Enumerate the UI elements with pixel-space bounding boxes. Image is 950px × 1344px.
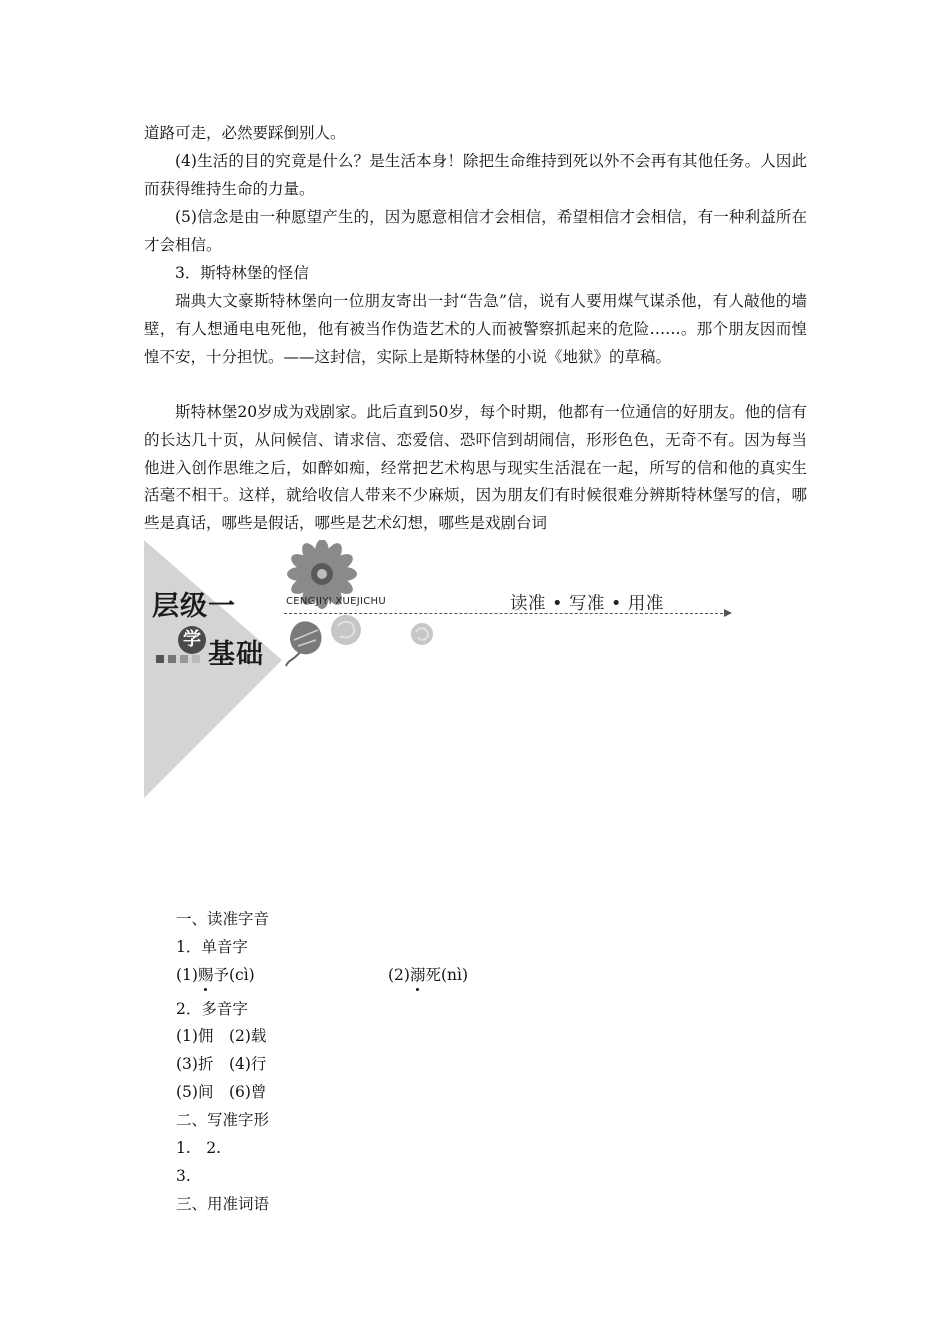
- passage-paragraph-2: (4)生活的目的究竟是什么？是生活本身！除把生命维持到死以外不会再有其他任务。人因此而获得维持生命的力量。: [144, 152, 807, 198]
- item-number: (2): [388, 966, 410, 984]
- passage-paragraph-3: (5)信念是由一种愿望产生的，因为愿意相信才会相信，希望相信才会相信，有一种利益所在才会相信。: [144, 208, 807, 254]
- small-rose-icon: [411, 623, 433, 645]
- writing-items-1-2: 1. 2.: [176, 1139, 222, 1157]
- section-heading-pronunciation: 一、读准字音: [176, 910, 270, 928]
- passage-paragraph-5: 斯特林堡20岁成为戏剧家。此后直到50岁，每个时期，他都有一位通信的好朋友。他的信有的长达几十页，从问候信、请求信、恋爱信、恐吓信到胡闹信，形形色色，无奇不有。因为每当他进入创作思维之后，如醉如痴，经常把艺术构思与现实生活混在一起，所写的信和他的真实生活毫不相干。这样，就给收信人带来不少麻烦，因为朋友们有时候很难分辨斯特林堡写的信，哪些是真话，哪些是假话，哪些是艺术幻想，哪些是戏剧台词: [144, 403, 807, 533]
- exercise-item-1: [176, 964, 255, 986]
- banner-study-badge: 学: [178, 626, 206, 654]
- banner-squares: [156, 655, 200, 663]
- rose-icon: [331, 615, 361, 645]
- section-heading-usage: 三、用准词语: [176, 1195, 270, 1213]
- exercise-row-2: (3)折 (4)行: [176, 1055, 267, 1073]
- passage-paragraph-4: 瑞典大文豪斯特林堡向一位朋友寄出一封“告急”信，说有人要用煤气谋杀他，有人敲他的墙壁，有人想通电电死他，他有被当作伪造艺术的人而被警察抓起来的危险……。那个朋友因而惶惶不安，十分担忧。——这封信，实际上是斯特林堡的小说《地狱》的草稿。: [144, 292, 807, 366]
- emphasized-char: 溺: [409, 966, 426, 984]
- exercise-item-2: [388, 964, 468, 986]
- subheading-multi-reading: 2．多音字: [176, 1000, 248, 1018]
- banner-pinyin: CENGJIYI XUEJICHU: [286, 596, 386, 607]
- writing-item-3: 3.: [176, 1167, 191, 1185]
- passage-heading-3: 3．斯特林堡的怪信: [175, 264, 309, 282]
- arrow-right-icon: [724, 609, 732, 617]
- section-banner: [144, 540, 764, 800]
- banner-title-basics: 基础: [208, 639, 264, 670]
- banner-title-level: 层级一: [152, 591, 236, 622]
- subheading-single-reading: 1．单音字: [176, 938, 248, 956]
- item-text: 死(nì): [425, 966, 469, 984]
- item-number: (1): [176, 966, 198, 984]
- leaf-flower-icon: [286, 621, 322, 666]
- section-heading-writing: 二、写准字形: [176, 1111, 270, 1129]
- banner-dashed-line: [284, 613, 728, 614]
- emphasized-char: 赐: [197, 966, 214, 984]
- banner-tagline: 读准 • 写准 • 用准: [510, 594, 664, 614]
- exercise-row-3: (5)间 (6)曾: [176, 1083, 267, 1101]
- item-text: 予(cì): [213, 966, 255, 984]
- passage-paragraph-1: 道路可走，必然要踩倒别人。: [144, 124, 346, 142]
- exercise-row-1: (1)佣 (2)载: [176, 1027, 267, 1045]
